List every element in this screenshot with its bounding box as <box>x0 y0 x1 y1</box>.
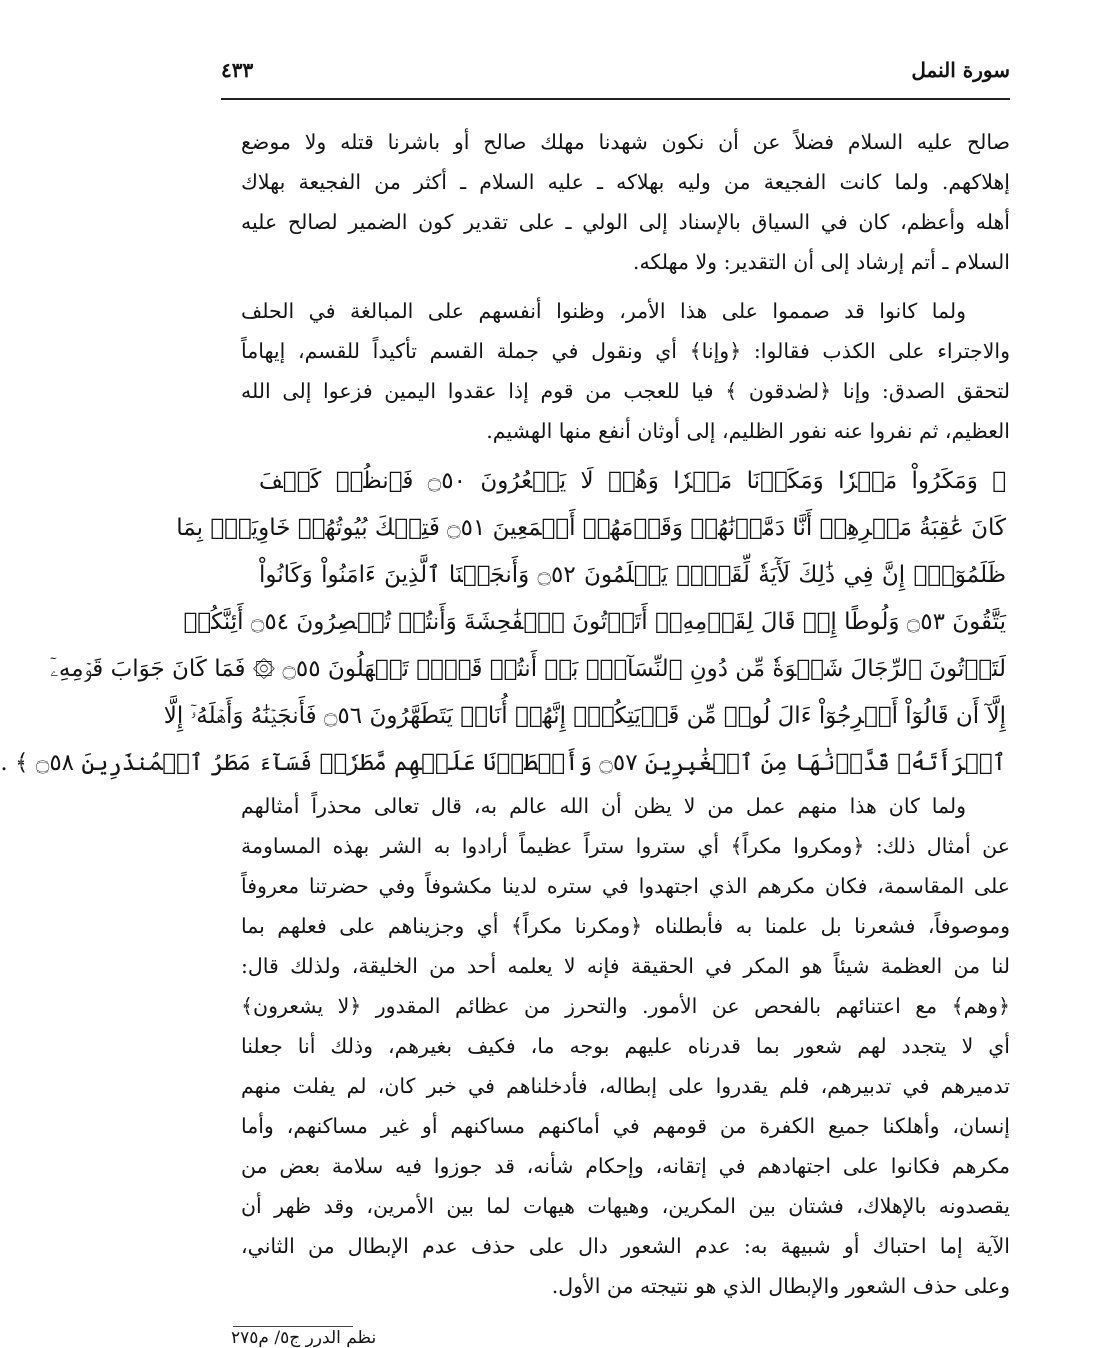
text-line: ولما كانوا قد صمموا على هذا الأمر، وظنوا أنفسهم على المبالغة في الحلف <box>241 299 966 323</box>
paragraph-2 <box>241 291 1010 451</box>
header-divider <box>221 98 1010 100</box>
text-line: مكرهم فكانوا على اجتهادهم في إتقانه، وإحكام شأنه، قد جوزوا فيه سلامة بعض من <box>241 1154 1010 1178</box>
page-number: ٤٣٣ <box>221 58 254 82</box>
text-line: الآية إما احتباك أو شبيهة به: عدم الشعور دال على حذف عدم الإبطال من الثاني، <box>241 1234 1010 1258</box>
footer-divider <box>233 1326 353 1327</box>
text-line: ولما كان هذا منهم عمل من لا يظن أن الله عالم به، قال تعالى محذراً أمثالهم <box>241 794 966 818</box>
paragraph-3 <box>241 786 1010 1306</box>
text-line: يقصدونه بالإهلاك، فشتان بين المكرين، وهيهات هيهات لما بين الأمرين، وقد ظهر أن <box>241 1194 1010 1218</box>
quran-verses-block <box>0 458 1007 787</box>
text-line: أهله وأعظم، كان في السياق بالإسناد إلى الولي ـ على تقدير كون الضمير لصالح عليه <box>241 210 1010 234</box>
text-line: وموصوفاً، فشعرنا بل علمنا به فأبطلناه ﴿ومكرنا مكراً﴾ أي وجزيناهم على فعلهم بما <box>241 914 1010 938</box>
surah-title: سورة النمل <box>911 58 1010 82</box>
text-line: إهلاكهم. ولما كانت الفجيعة من وليه بهلاكه ـ عليه السلام ـ أكثر من الفجيعة بهلاك <box>241 170 1010 194</box>
text-line: لتحقق الصدق: وإنا ﴿لصٰدقون ﴾ فيا للعجب من قوم إذا عقدوا اليمين فزعوا إلى الله <box>241 379 1010 403</box>
text-line: ﴿وهم﴾ مع اعتنائهم بالفحص عن الأمور. والتحرز من عظائم المقدور ﴿لا يشعرون﴾ <box>241 994 1010 1018</box>
verse-line: ظَلَمُوٓاْۚ إِنَّ فِي ذَٰلِكَ لَأٓيَةٗ لِّقَوۡمٖ يَعۡلَمُونَ ۝٥٢ وَأَنجَيۡنَا ٱلَّذِينَ ءَامَنُواْ وَكَانُواْ <box>259 562 1006 588</box>
text-line: على المقاسمة، فكان مكرهم الذي اجتهدوا في ستره لدينا مكشوفاً وفي حضرتنا معروفاً <box>241 874 1010 898</box>
text-line: صالح عليه السلام فضلاً عن أن نكون شهدنا مهلك صالح أو باشرنا قتله ولا موضع <box>241 130 1010 154</box>
text-line: وعلى حذف الشعور والإبطال الذي هو نتيجته من الأول. <box>551 1274 1010 1298</box>
text-line: العظيم، ثم نفروا عنه نفور الظليم، إلى أوثان أنفع منها الهشيم. <box>486 419 1010 443</box>
text-line: السلام ـ أتم إرشاد إلى أن التقدير: ولا مهلكه. <box>632 250 1010 274</box>
text-line: أي لا يتجدد لهم شعور بما قدرناه عليهم بوجه ما، فكيف بغيرهم، وذلك أنا جعلنا <box>241 1034 1010 1058</box>
footer-reference: نظم الدرر ج٥/ م٢٧٥ <box>231 1328 377 1348</box>
text-line: تدميرهم في تدبيرهم، فلم يقدروا على إبطاله، فأدخلناهم في خبر كان، لم يفلت منهم <box>241 1074 1010 1098</box>
verse-line: كَانَ عَٰقِبَةُ مَكۡرِهِمۡ أَنَّا دَمَّرۡنَٰهُمۡ وَقَوۡمَهُمۡ أَجۡمَعِينَ ۝٥١ فَتِلۡكَ بُيُوتُهُمۡ خَاوِيَةَۢ بِمَا <box>176 515 1006 541</box>
running-head <box>221 54 1010 94</box>
verse-line: ٱمۡرَأَتَهُۥ قَدَّرۡنَٰهَا مِنَ ٱلۡغَٰبِرِينَ ۝٥٧ وَأَمۡطَرۡنَا عَلَيۡهِم مَّطَرٗاۖ فَسَآءَ مَطَرُ ٱلۡمُنذَرِينَ ۝٥٨ ﴾ . <box>0 750 1006 776</box>
text-line: إنسان، وأهلكنا جميع الكفرة من قومهم في أماكنهم مساكنهم أو غير مساكنهم، وأما <box>241 1114 1010 1138</box>
text-line: لنا من العظمة شيئاً هو المكر في الحقيقة فإنه لا يعلمه أحد من الخليقة، ولذلك قال: <box>241 954 1010 978</box>
text-line: عن أمثال ذلك: ﴿ومكروا مكراً﴾ أي ستروا ستراً عظيماً أرادوا به الشر بهذه المساومة <box>241 834 1010 858</box>
text-line: والاجتراء على الكذب فقالوا: ﴿وإنا﴾ أي ونقول في جملة القسم تأكيداً للقسم، إيهاماً <box>241 339 1010 363</box>
verse-line: يَتَّقُونَ ۝٥٣ وَلُوطًا إِذۡ قَالَ لِقَوۡمِهِۦٓ أَتَأۡتُونَ ٱلۡفَٰحِشَةَ وَأَنتُمۡ تُبۡصِرُونَ ۝٥٤ أَئِنَّكُمۡ <box>183 609 1006 635</box>
verse-line: إِلَّآ أَن قَالُوٓاْ أَخۡرِجُوٓاْ ءَالَ لُوطٖ مِّن قَرۡيَتِكُمۡۖ إِنَّهُمۡ أُنَاسٞ يَتَطَهَّرُونَ ۝٥٦ فَأَنجَيۡنَٰهُ وَأَهۡلَهُۥٓ إِلَّا <box>163 703 1006 729</box>
paragraph-1 <box>241 122 1010 282</box>
verse-line: لَتَأۡتُونَ ٱلرِّجَالَ شَهۡوَةٗ مِّن دُونِ ٱلنِّسَآءِۚ بَلۡ أَنتُمۡ قَوۡمٞ تَجۡهَلُونَ ۝٥٥ ۞ فَمَا كَانَ جَوَابَ قَوۡمِهِۦٓ <box>50 656 1006 682</box>
verse-line: ﴿ وَمَكَرُواْ مَكۡرٗا وَمَكَرۡنَا مَكۡرٗا وَهُمۡ لَا يَشۡعُرُونَ ۝٥٠ فَٱنظُرۡ كَيۡفَ <box>259 468 1007 494</box>
